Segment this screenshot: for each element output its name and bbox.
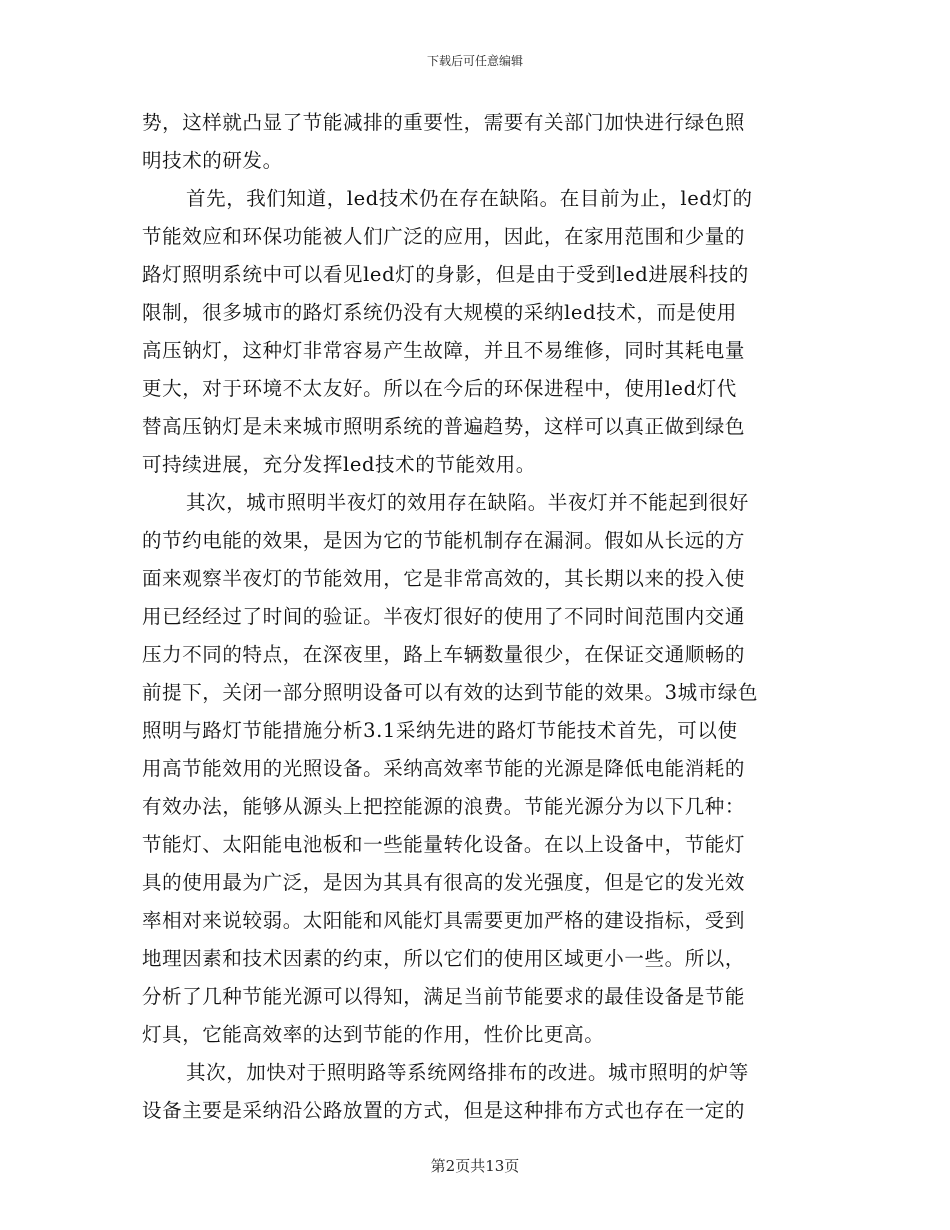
text-line: 路灯照明系统中可以看见led灯的身影，但是由于受到led进展科技的 [142, 263, 749, 286]
text-line: 节能效应和环保功能被人们广泛的应用，因此，在家用范围和少量的 [142, 225, 746, 248]
text-line: 地理因素和技术因素的约束，所以它们的使用区域更小一些。所以， [142, 947, 746, 970]
page-header: 下载后可任意编辑 [426, 54, 523, 68]
text-line: 更大，对于环境不太友好。所以在今后的环保进程中，使用led灯代 [142, 377, 737, 400]
text-line: 照明与路灯节能措施分析3.1采纳先进的路灯节能技术首先，可以使 [142, 719, 738, 742]
page-number-footer: 第2页共13页 [430, 1157, 520, 1175]
text-line: 可持续进展，充分发挥led技术的节能效用。 [142, 453, 536, 476]
text-line: 高压钠灯，这种灯非常容易产生故障，并且不易维修，同时其耗电量 [142, 339, 746, 362]
text-line: 替高压钠灯是未来城市照明系统的普遍趋势，这样可以真正做到绿色 [142, 415, 746, 438]
text-line: 势，这样就凸显了节能减排的重要性，需要有关部门加快进行绿色照 [142, 111, 746, 134]
text-line: 用高节能效用的光照设备。采纳高效率节能的光源是降低电能消耗的 [142, 757, 746, 780]
paragraph-start-line: 其次，加快对于照明路等系统网络排布的改进。城市照明的炉等 [186, 1061, 749, 1084]
paragraph-start-line: 其次，城市照明半夜灯的效用存在缺陷。半夜灯并不能起到很好 [186, 491, 749, 514]
text-line: 节能灯、太阳能电池板和一些能量转化设备。在以上设备中，节能灯 [142, 833, 746, 856]
text-line: 限制，很多城市的路灯系统仍没有大规模的采纳led技术，而是使用 [142, 301, 737, 324]
text-line: 灯具，它能高效率的达到节能的作用，性价比更高。 [142, 1023, 605, 1046]
text-line: 的节约电能的效果，是因为它的节能机制存在漏洞。假如从长远的方 [142, 529, 746, 552]
text-line: 面来观察半夜灯的节能效用，它是非常高效的，其长期以来的投入使 [142, 567, 746, 590]
text-line: 用已经经过了时间的验证。半夜灯很好的使用了不同时间范围内交通 [142, 605, 746, 628]
text-line: 前提下，关闭一部分照明设备可以有效的达到节能的效果。3城市绿色 [142, 681, 759, 704]
text-line: 明技术的研发。 [142, 149, 283, 172]
paragraph-start-line: 首先，我们知道，led技术仍在存在缺陷。在目前为止，led灯的 [186, 187, 753, 210]
text-line: 压力不同的特点，在深夜里，路上车辆数量很少，在保证交通顺畅的 [142, 643, 746, 666]
text-line: 具的使用最为广泛，是因为其具有很高的发光强度，但是它的发光效 [142, 871, 746, 894]
text-line: 率相对来说较弱。太阳能和风能灯具需要更加严格的建设指标，受到 [142, 909, 746, 932]
text-line: 分析了几种节能光源可以得知，满足当前节能要求的最佳设备是节能 [142, 985, 746, 1008]
document-body [142, 104, 822, 1130]
text-line: 有效办法，能够从源头上把控能源的浪费。节能光源分为以下几种： [142, 795, 746, 818]
text-line: 设备主要是采纳沿公路放置的方式，但是这种排布方式也存在一定的 [142, 1099, 746, 1122]
